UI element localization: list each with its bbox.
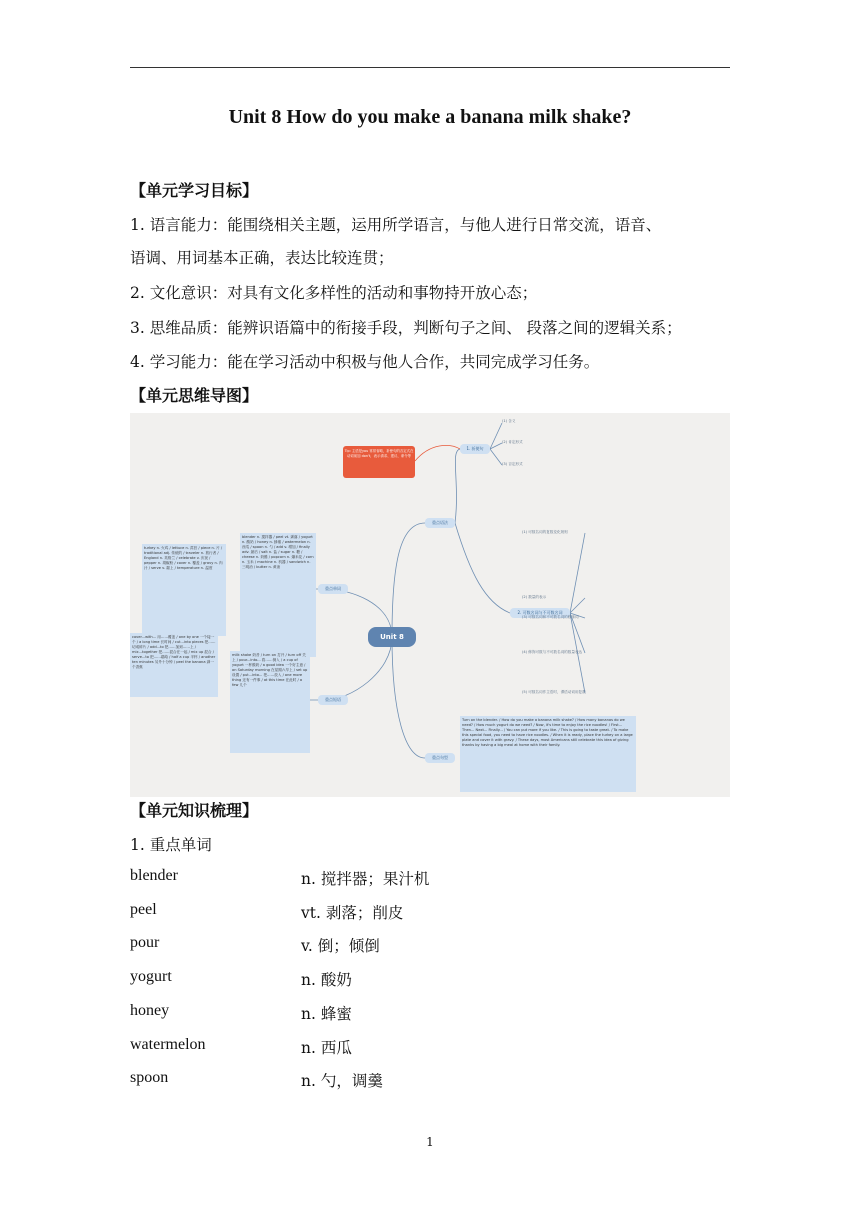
vocab-meaning: n. 勺，调羹 — [301, 1072, 383, 1090]
vocab-meaning: v. 倒；倾倒 — [301, 937, 380, 955]
mind-map — [130, 413, 730, 797]
mind-map-node-countable: 2. 可数名词与不可数名词 — [510, 608, 570, 618]
mind-map-node-vocab: 重点单词 — [318, 584, 348, 594]
imperative-branch: (3) 否定形式 — [502, 462, 523, 466]
mind-map-node-grammar: 重点语法 — [425, 518, 455, 528]
countable-branch: (2) 数量的表示 — [522, 595, 547, 599]
imperative-branch: (2) 肯定形式 — [502, 440, 523, 444]
vocab-meaning: n. 搅拌器；果汁机 — [301, 870, 430, 888]
goals-heading: 【单元学习目标】 — [130, 181, 259, 200]
mind-map-node-sentence: 重点句型 — [425, 753, 455, 763]
mind-map-center-node: Unit 8 — [368, 627, 416, 647]
mind-map-node-imperative: 1. 祈使句 — [460, 444, 490, 454]
vocab-word: peel — [130, 901, 157, 918]
mind-map-node-phrase: 重点短语 — [318, 695, 348, 705]
vocab-meaning: n. 西瓜 — [301, 1039, 352, 1057]
goal-line: 3. 思维品质：能辨识语篇中的衔接手段，判断句子之间、 段落之间的逻辑关系； — [130, 319, 682, 337]
page-title: Unit 8 How do you make a banana milk shake? — [228, 106, 632, 128]
header-rule — [130, 67, 730, 68]
goal-line: 语调、用词基本正确，表达比较连贯； — [130, 249, 394, 267]
countable-branch: (1) 可数名词的复数变化规则 — [522, 530, 568, 534]
vocab-word: blender — [130, 867, 178, 884]
phrase-box-left: cover...with... 用……覆盖 / one by one 一个接一个 / a long time 长时间 / cut...into pieces 把……切成碎片 / add...to 把……加到……上 / mix...together 把……混合在一起 / mix up 混合 / serve...to 把……端给 / half a cup 半杯 / another ten minutes 另外十分钟 / peel the banana 剥一个香蕉 — [130, 633, 218, 697]
vocab-word: yogurt — [130, 968, 172, 985]
countable-branch: (3) 可数名词和不可数名词的修饰词 — [522, 615, 579, 619]
sentence-box: Turn on the blender. / How do you make a banana milk shake? / How many bananas do we need? / How much yogurt do we need? / Now, it's time to enjoy the rice noodles! / First... Then... Next... Finally... / You can put more if you like. / This is going to taste great. / To make this special food, you need to have rice noodles. / When it is ready, place the turkey on a large plate and cover it with gravy. / These days, most Americans still celebrate this idea of giving thanks by having a big meal at home with their family. — [460, 716, 636, 792]
mindmap-heading: 【单元思维导图】 — [130, 386, 259, 405]
vocab-box-left: turkey n. 火鸡 / lettuce n. 莴苣 / piece n. 片 / traditional adj. 传统的 / traveler n. 旅行者 / England n. 英格兰 / celebrate v. 庆祝 / pepper n. 胡椒粉 / cover n. 覆盖 / gravy n. 肉汁 / serve v. 端上 / temperature n. 温度 — [142, 544, 226, 636]
vocab-meaning: n. 蜂蜜 — [301, 1005, 352, 1023]
countable-branch: (4) 修饰可数与不可数名词的数量表达 — [522, 650, 583, 654]
goal-line: 2. 文化意识：对具有文化多样性的活动和事物持开放心态； — [130, 284, 538, 302]
vocab-word: honey — [130, 1002, 170, 1019]
page-number: 1 — [426, 1135, 434, 1149]
words-heading: 1. 重点单词 — [130, 836, 212, 854]
vocab-meaning: n. 酸奶 — [301, 971, 352, 989]
goal-line: 4. 学习能力：能在学习活动中积极与他人合作，共同完成学习任务。 — [130, 353, 600, 371]
countable-branch: (5) 可数名词作主语时，谓语动词用复数 — [522, 690, 586, 694]
mind-map-tip-note: Tip: 主语是you 常常省略，祈使句的否定式在动词前加 don't，表示请求、建议、命令等 — [343, 446, 415, 478]
vocab-word: watermelon — [130, 1036, 206, 1053]
vocab-word: pour — [130, 934, 160, 951]
phrase-box-right: milk shake 奶昔 / turn on 打开 / turn off 关上 / pour...into... 将……倒入 / a cup of yogurt 一杯酸奶 / a good idea 一个好主意 / on Saturday morning 在星期六早上 / set up 设置 / put...into... 把……放入 / one more thing 还有一件事 / at this time 在此时 / a few 几个 — [230, 651, 310, 753]
knowledge-heading: 【单元知识梳理】 — [130, 801, 259, 820]
vocab-meaning: vt. 剥落；削皮 — [301, 904, 404, 922]
vocab-box-right: blender n. 搅拌器 / peel vt. 剥落 / yogurt n. 酸奶 / honey n. 蜂蜜 / watermelon n. 西瓜 / spoon n. 勺 / add v. 增加 / finally adv. 最后 / salt n. 盐 / sugar n. 糖 / cheese n. 奶酪 / popcorn n. 爆米花 / corn n. 玉米 / machine n. 机器 / sandwich n. 三明治 / butter n. 黄油 — [240, 533, 316, 657]
imperative-branch: (1) 含义 — [502, 419, 516, 423]
vocab-word: spoon — [130, 1069, 169, 1086]
goal-line: 1. 语言能力：能围绕相关主题，运用所学语言，与他人进行日常交流，语音、 — [130, 216, 662, 234]
